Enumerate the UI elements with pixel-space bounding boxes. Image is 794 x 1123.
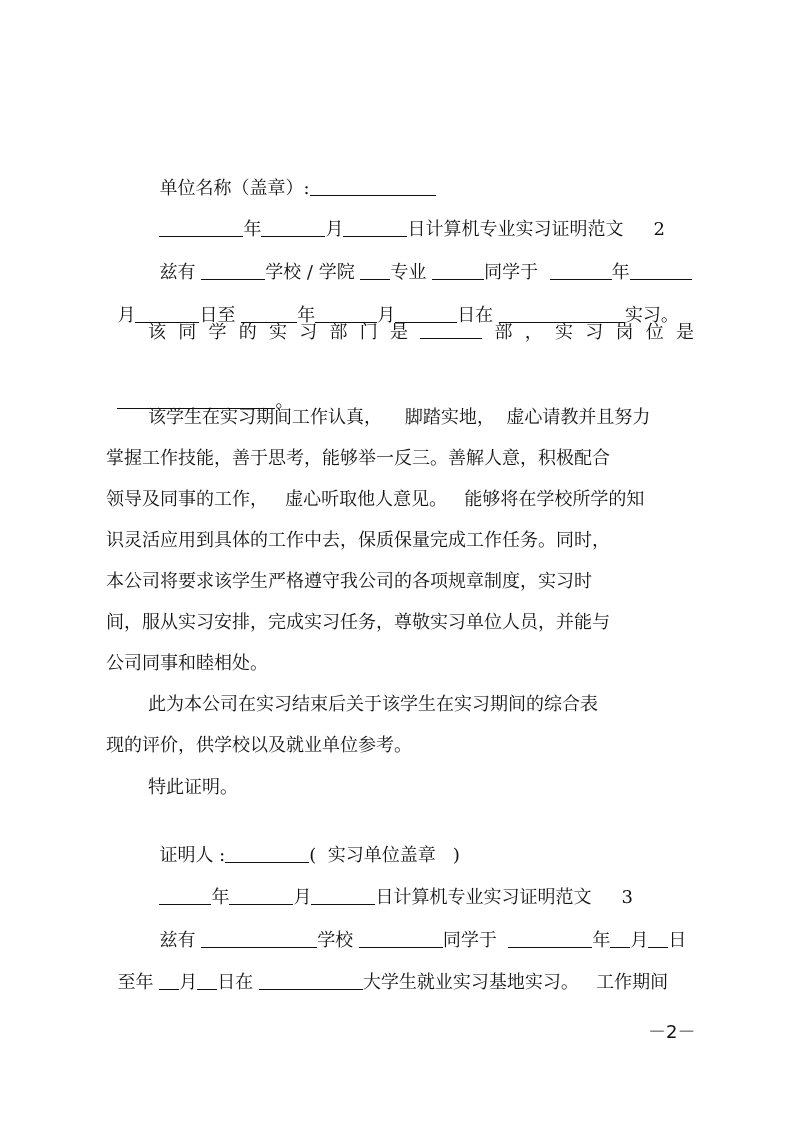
- text-day-at: 日在: [457, 305, 494, 326]
- para1-line: 领导及同事的工作， 虚心听取他人意见。 能够将在学校所学的知: [106, 489, 645, 510]
- year-label: 年: [243, 219, 262, 240]
- text-work-period: 工作期间: [596, 972, 669, 993]
- year-label: 年: [211, 887, 230, 908]
- month-label: 月: [293, 887, 312, 908]
- dept-char: 岗: [615, 322, 634, 343]
- text-base: 大学生就业实习基地实习。: [362, 972, 579, 993]
- department-line: [148, 320, 694, 346]
- text-month-2: 月: [377, 305, 396, 326]
- dept-char: 该: [148, 322, 166, 343]
- text-day: 日: [668, 930, 687, 951]
- text-year-2: 年: [297, 305, 316, 326]
- text-month: 月: [630, 930, 649, 951]
- dept-char: 门: [359, 322, 378, 343]
- end-day-field[interactable]: [197, 971, 217, 990]
- dept-char: 习: [299, 322, 318, 343]
- section3-number: 3: [621, 887, 633, 908]
- university-field[interactable]: [259, 971, 363, 990]
- para1-line: 公司同事和睦相处。: [106, 653, 268, 674]
- text-to-year: 至年: [117, 972, 154, 993]
- section3-line2: [106, 944, 668, 996]
- section2-number: 2: [653, 219, 665, 240]
- month-label: 月: [325, 219, 344, 240]
- dept-char: 同: [178, 322, 197, 343]
- para2-line: 此为本公司在实习结束后关于该学生在实习期间的综合表: [148, 694, 598, 715]
- dept-char: 是: [390, 322, 408, 343]
- dept-char: 实: [555, 322, 573, 343]
- text-major: 专业: [390, 262, 427, 283]
- text-ziyou: 兹有: [159, 930, 196, 951]
- text-day-at: 日在: [217, 972, 254, 993]
- dept-char: 实: [269, 322, 287, 343]
- para1-line: 间，服从实习安排，完成实习任务，尊敬实习单位人员，并能与: [106, 612, 610, 633]
- certifier-suffix: ( 实习单位盖章 ): [309, 845, 460, 866]
- text-day-to: 日至: [199, 305, 236, 326]
- text-student-on: 同学于: [442, 930, 497, 951]
- text-school: 学校 / 学院: [265, 262, 355, 283]
- text-month: 月: [117, 305, 136, 326]
- dept-char: 部: [494, 322, 513, 343]
- dept-char: 是: [676, 322, 694, 343]
- dept-char: 的: [238, 322, 257, 343]
- text-month: 月: [179, 972, 198, 993]
- post-end: 。: [275, 391, 294, 412]
- para1-line: 该学生在实习期间工作认真， 脚踏实地， 虚心请教并且努力: [148, 407, 651, 428]
- text-school: 学校: [317, 930, 354, 951]
- section3-title: 日计算机专业实习证明范文: [375, 887, 592, 908]
- end-month-field[interactable]: [159, 971, 179, 990]
- para1-line: 掌握工作技能，善于思考，能够举一反三。善解人意，积极配合: [106, 448, 610, 469]
- dept-char: 习: [585, 322, 604, 343]
- para2-line: 现的评价，供学校以及就业单位参考。: [106, 735, 412, 756]
- certifier-label: 证明人 :: [159, 845, 226, 866]
- page-number: －2－: [648, 1022, 696, 1043]
- department-field[interactable]: [420, 320, 482, 339]
- text-year: 年: [611, 262, 630, 283]
- text-ziyou: 兹有: [159, 262, 196, 283]
- section2-title: 日计算机专业实习证明范文: [407, 219, 624, 240]
- para1-line: 识灵活应用到具体的工作中去，保质保量完成工作任务。同时，: [106, 530, 610, 551]
- dept-char: 部: [329, 322, 348, 343]
- dept-char: ，: [524, 322, 543, 343]
- text-student-on: 同学于: [484, 262, 539, 283]
- text-year: 年: [592, 930, 611, 951]
- text-internship: 实习。: [624, 305, 679, 326]
- dept-char: 位: [645, 322, 664, 343]
- closing-text: 特此证明。: [148, 777, 238, 798]
- unit-name-label: 单位名称（盖章）:: [159, 178, 310, 199]
- dept-char: 学: [208, 322, 227, 343]
- para1-line: 本公司将要求该学生严格遵守我公司的各项规章制度，实习时: [106, 571, 592, 592]
